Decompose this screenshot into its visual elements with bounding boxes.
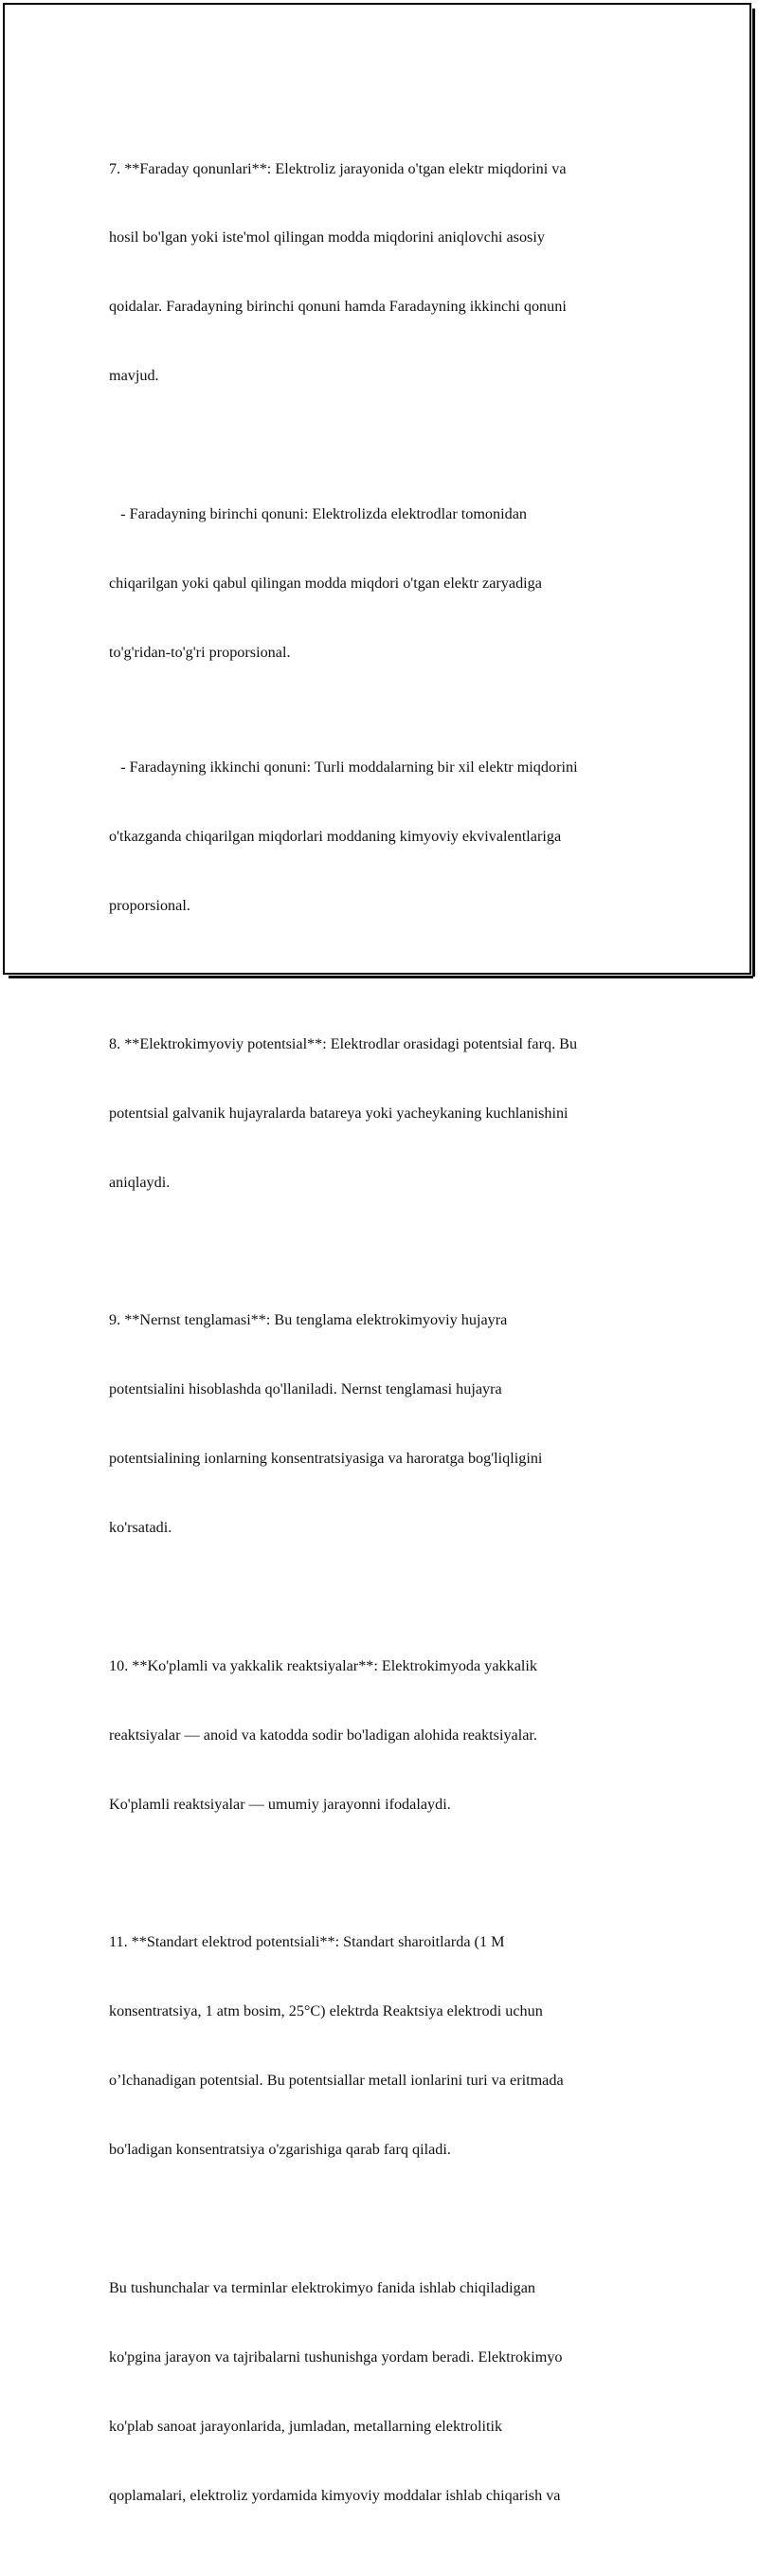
- text-line: - Faradayning birinchi qonuni: Elektrolizda elektrodlar tomonidan: [109, 505, 527, 523]
- paragraph-faraday-laws: [109, 111, 649, 433]
- text-line: 10. **Ko'plamli va yakkalik reaktsiyalar**: Elektrokimyoda yakkalik: [109, 1656, 538, 1674]
- text-line: o'tkazganda chiqarilgan miqdorlari moddaning kimyoviy ekvivalentlariga: [109, 828, 562, 846]
- paragraph-standard-electrode-potential: [109, 1885, 649, 2207]
- text-line: potentsialini hisoblashda qo'llaniladi. Nernst tenglamasi hujayra: [109, 1380, 502, 1398]
- text-line: ko'plab sanoat jarayonlarida, jumladan, metallarning elektrolitik: [109, 2417, 503, 2435]
- text-line: qoidalar. Faradayning birinchi qonuni hamda Faradayning ikkinchi qonuni: [109, 298, 567, 316]
- paragraph-reactions: [109, 1608, 649, 1861]
- text-line: Bu tushunchalar va terminlar elektrokimyo fanida ishlab chiqiladigan: [109, 2278, 535, 2296]
- text-line: potentsialining ionlarning konsentratsiyasiga va haroratga bog'liqligini: [109, 1450, 543, 1468]
- paragraph-nernst-equation: [109, 1263, 649, 1585]
- text-line: 7. **Faraday qonunlari**: Elektroliz jarayonida o'tgan elektr miqdorini va: [109, 159, 567, 177]
- text-line: Ko'plamli reaktsiyalar — umumiy jarayonni ifodalaydi.: [109, 1795, 451, 1813]
- text-line: ko'pgina jarayon va tajribalarni tushunishga yordam beradi. Elektrokimyo: [109, 2348, 563, 2366]
- paragraph-conclusion: [109, 2230, 649, 2552]
- paragraph-faraday-first-law: [109, 456, 649, 709]
- paragraph-electrochemical-potential: [109, 986, 649, 1239]
- text-line: 9. **Nernst tenglamasi**: Bu tenglama elektrokimyoviy hujayra: [109, 1311, 508, 1329]
- text-line: reaktsiyalar — anoid va katodda sodir bo'ladigan alohida reaktsiyalar.: [109, 1726, 537, 1744]
- text-line: - Faradayning ikkinchi qonuni: Turli moddalarning bir xil elektr miqdorini: [109, 758, 578, 776]
- text-line: potentsial galvanik hujayralarda batareya yoki yacheykaning kuchlanishini: [109, 1104, 568, 1122]
- text-line: bo'ladigan konsentratsiya o'zgarishiga qarab farq qiladi.: [109, 2141, 451, 2159]
- text-line: 8. **Elektrokimyoviy potentsial**: Elektrodlar orasidagi potentsial farq. Bu: [109, 1034, 578, 1052]
- text-line: proporsional.: [109, 897, 190, 915]
- text-line: konsentratsiya, 1 atm bosim, 25°C) elektrda Reaktsiya elektrodi uchun: [109, 2002, 543, 2020]
- text-line: mavjud.: [109, 367, 159, 385]
- text-line: aniqlaydi.: [109, 1173, 171, 1191]
- text-line: ko'rsatadi.: [109, 1519, 172, 1537]
- text-line: hosil bo'lgan yoki iste'mol qilingan modda miqdorini aniqlovchi asosiy: [109, 228, 545, 247]
- text-line: chiqarilgan yoki qabul qilingan modda miqdori o'tgan elektr zaryadiga: [109, 574, 542, 592]
- text-line: to'g'ridan-to'g'ri proporsional.: [109, 643, 291, 661]
- paragraph-faraday-second-law: [109, 710, 649, 963]
- document-body: [109, 111, 649, 2576]
- text-line: 11. **Standart elektrod potentsiali**: Standart sharoitlarda (1 M: [109, 1933, 505, 1951]
- text-line: o’lchanadigan potentsial. Bu potentsiallar metall ionlarini turi va eritmada: [109, 2072, 564, 2090]
- text-line: qoplamalari, elektroliz yordamida kimyoviy moddalar ishlab chiqarish va: [109, 2486, 561, 2504]
